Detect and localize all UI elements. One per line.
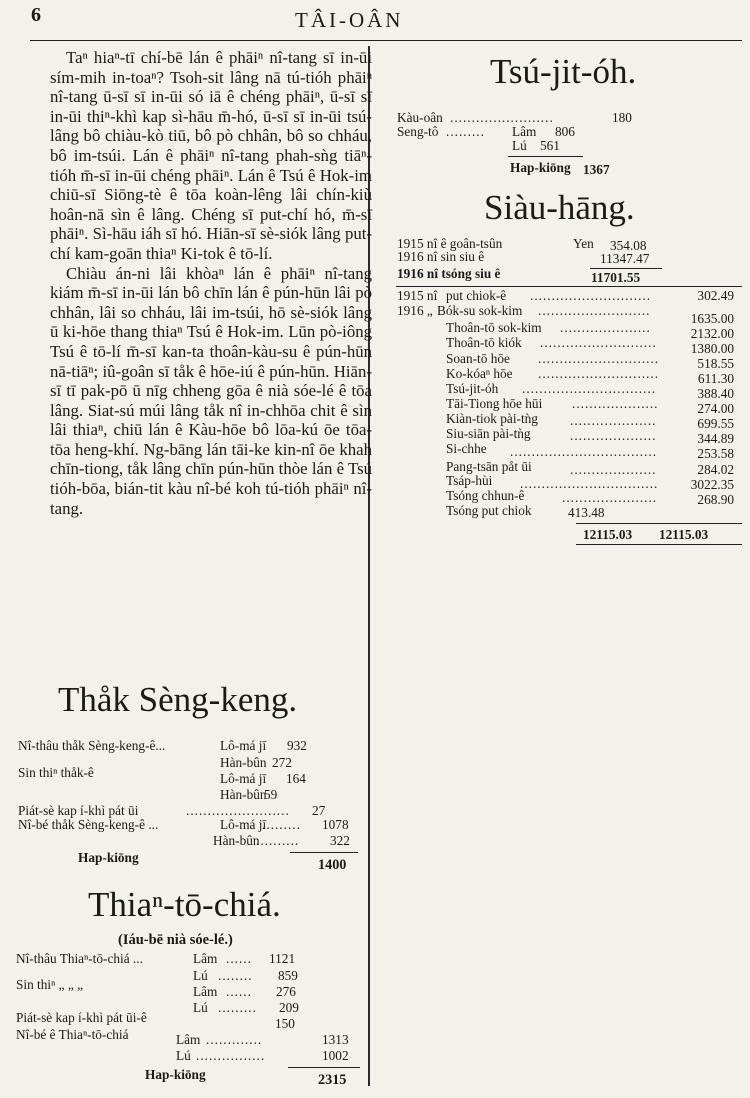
section-title-seng-keng: Thåk Sèng-keng. <box>58 680 298 719</box>
table-row-label: Nî-bé thåk Sèng-keng-ê ... <box>18 817 159 832</box>
table-row-value: 1313 <box>322 1032 349 1047</box>
table-row-sub: Hàn-bûn <box>220 787 267 802</box>
expense-value: 3022.35 <box>690 477 734 492</box>
expense-value: 344.89 <box>697 431 734 446</box>
total-value: 1367 <box>583 162 610 177</box>
running-title: TÂI-OÂN <box>295 8 404 32</box>
table-row-sub: Lô-má jī <box>220 817 267 832</box>
table-row-sub: Lâm <box>193 984 218 999</box>
expense-label: Tsóng chhun-ê <box>446 488 525 503</box>
table-row-value: 180 <box>612 110 632 125</box>
total-value: 2315 <box>318 1072 347 1088</box>
table-row-value: 59 <box>264 787 278 802</box>
leader-dots: ............. <box>206 1032 263 1047</box>
table-row-value: 209 <box>279 1000 299 1015</box>
expense-label: Si-chhe <box>446 441 487 456</box>
leader-dots: ...... <box>226 951 252 966</box>
expense-label: Ko-kóaⁿ hōe <box>446 366 513 381</box>
table-row-label: 1915 nî ê goân-tsûn <box>397 236 503 251</box>
leader-dots: ............................... <box>522 381 657 396</box>
total-label: Hap-kiōng <box>510 160 571 175</box>
header-rule <box>30 40 742 41</box>
table-row-label: Piát-sè kap í-khì pát ūi-ê <box>16 1010 147 1025</box>
table-row-value: 276 <box>276 984 296 999</box>
table-row-value: 561 <box>540 138 560 153</box>
table-row-value: 1002 <box>322 1048 349 1063</box>
expense-label: put chiok-ê <box>446 288 507 303</box>
table-row-label: 1916 nî sin siu ê <box>397 249 485 264</box>
leader-dots: .......... <box>256 833 300 848</box>
expense-label: Tsú-jit-óh <box>446 381 499 396</box>
table-row-sub: Lâm <box>193 951 218 966</box>
table-row-sub: Hàn-bûn <box>220 755 267 770</box>
expense-value: 1380.00 <box>690 341 734 356</box>
grand-total-right: 12115.03 <box>659 527 709 542</box>
leader-dots: .................... <box>572 396 659 411</box>
expense-value: 518.55 <box>697 356 734 371</box>
expense-year: 1916 „ <box>397 303 433 318</box>
receipts-label: 1916 nî tsóng siu ê <box>397 266 501 281</box>
expense-value: 253.58 <box>697 446 734 461</box>
table-row-label: Seng-tô <box>397 124 439 139</box>
table-row-value: 1078 <box>322 817 349 832</box>
expense-value: 284.02 <box>697 462 734 477</box>
table-row-label: Piát-sè kap í-khì pát ūi <box>18 803 139 818</box>
expense-year: 1915 nî <box>397 288 438 303</box>
table-row-sub: Lú <box>512 138 527 153</box>
leader-dots: ........................ <box>450 110 554 125</box>
expense-value: 611.30 <box>697 371 734 386</box>
expense-value: 1635.00 <box>690 311 734 326</box>
table-row-sub: Lú <box>176 1048 191 1063</box>
expense-label: Thoân-tō kiók <box>446 335 522 350</box>
leader-dots: ......... <box>262 817 301 832</box>
leader-dots: ..................... <box>560 320 651 335</box>
leader-dots: ......... <box>446 124 485 139</box>
leader-dots: ......... <box>218 1000 257 1015</box>
leader-dots: ............................ <box>538 366 660 381</box>
currency-label: Yen <box>573 236 594 251</box>
leader-dots: .................... <box>570 462 657 477</box>
table-row-sub: Lâm <box>512 124 537 139</box>
leader-dots: .................... <box>570 413 657 428</box>
subtotal-rule <box>590 268 662 269</box>
expense-label: Thoân-tō sok-kim <box>446 320 542 335</box>
total-label: Hap-kiōng <box>145 1067 206 1082</box>
expense-label: Pang-tsān påt ūi <box>446 459 532 474</box>
table-row-value: 27 <box>312 803 326 818</box>
table-row-value: 164 <box>286 771 306 786</box>
table-row-label: Nî-thâu thåk Sèng-keng-ê... <box>18 738 166 753</box>
expense-label: Tsáp-hùi <box>446 473 493 488</box>
table-row-value: 272 <box>272 755 292 770</box>
expense-label: Kiàn-tiok pài-tǹg <box>446 411 538 426</box>
expense-value: 388.40 <box>697 386 734 401</box>
leader-dots: .................................. <box>510 444 658 459</box>
leader-dots: ................................ <box>520 476 659 491</box>
table-row-label: Nî-thâu Thiaⁿ-tō-chiá ... <box>16 951 143 966</box>
leader-dots: ........ <box>218 968 253 983</box>
total-rule <box>288 1067 360 1068</box>
total-rule <box>290 852 358 853</box>
article-paragraph: Taⁿ hiaⁿ-tī chí-bē lán ê phāiⁿ nî-tang sī in-ūi sím-mih in-toaⁿ? Tsoh-sit lâng nā tú-tióh phāiⁿ nî-tang ū-sī sī in-ūi só iā ê chéng phāiⁿ, ū-sī sī in-ūi thiⁿ-khì kap sì-hāu m̄-hó, ū-sī sī in-ūi tsú-lâng bô chiàu-kò tiū, bô pò chhân, bô so chháu, bô im-tsúi. Lán ê phāiⁿ nî-tang phah-sǹg tiāⁿ-tióh m̄-sī in-ūi chéng phāiⁿ. Lán ê Tsú ê Hok-im chiū-sī Siōng-tè ê tōa koàn-lêng lâi chín-kiù hoân-nā sìn ê lâng. Chéng sī put-chí hó, m̄-sī phāiⁿ. Sì-hāu iáh sī hó. Hiān-sī sè-siók lâng put-chí kam-goān thiaⁿ Ki-tok ê tō-lí. <box>50 48 372 263</box>
leader-dots: .......................... <box>538 303 651 318</box>
table-row-value: 11347.47 <box>600 251 650 266</box>
article-paragraph: Chiàu án-ni lâi khòaⁿ lán ê phāiⁿ nî-tang kiám m̄-sī in-ūi lán bô chīn lán ê pún-hūn lâi pò chhân, lâi so chháu, lâi im-tsúi, hō sè-siók lâng ū ki-hōe thang thiaⁿ Tsú ê Hok-im. Lūn pò-iông Tsú ê tō-lí m̄-sī kan-ta thoân-kàu-su ê pún-hūn nā-tiāⁿ; iû-goân sī tåk ê hōe-iú ê pún-hūn. Hiān-sī tī pak-pō ū nīg chheng gōa ê nià sóe-lé ê tōa lâng. Siat-sú múi lâng tåk nî in-chhōa chit ê sìn lâi thiaⁿ, chiū lán ê Kàu-hōe bô lōa-kú ōe tōa-tōa heng-khí. Ng-bāng lán tāi-ke kin-nî ōe khah chīn-tiong, tåk lâng chīn pún-hūn thòe lán ê Tsú tióh-bōa, bián-tit kàu nî-bé koh tú-tióh phāiⁿ nî-tang. <box>50 263 372 518</box>
expense-label: Tāi-Tiong hōe hūi <box>446 396 543 411</box>
grand-total-rule <box>576 523 742 524</box>
deficit-label: Tsóng put chiok <box>446 503 532 518</box>
total-label: Hap-kiōng <box>78 850 139 865</box>
table-row-label: Sin thiⁿ „ „ „ <box>16 977 83 992</box>
deficit-value: 413.48 <box>568 505 605 520</box>
grand-total-left: 12115.03 <box>583 527 633 542</box>
table-row-value: 322 <box>330 833 350 848</box>
expense-value: 302.49 <box>697 288 734 303</box>
section-title-tsu-jit-oh: Tsú-jit-óh. <box>490 52 637 91</box>
table-row-label: Nî-bé ê Thiaⁿ-tō-chiá <box>16 1027 129 1042</box>
table-row-sub: Lú <box>193 968 208 983</box>
table-row-label: Sin thiⁿ thåk-ê <box>18 765 94 780</box>
table-row-label: Kàu-oân <box>397 110 443 125</box>
table-row-value: 150 <box>275 1016 295 1031</box>
table-row-sub: Lú <box>193 1000 208 1015</box>
leader-dots: ................ <box>196 1048 266 1063</box>
leader-dots: ........................... <box>540 335 657 350</box>
leader-dots: ............................ <box>530 288 652 303</box>
table-row-sub: Hàn-bûn <box>213 833 260 848</box>
expense-value: 2132.00 <box>690 326 734 341</box>
leader-dots: .................... <box>570 428 657 443</box>
table-row-value: 1121 <box>269 951 296 966</box>
expense-value: 268.90 <box>697 492 734 507</box>
expense-label: Soan-tō hōe <box>446 351 510 366</box>
expense-label: Siu-siān pài-tǹg <box>446 426 531 441</box>
table-row-sub: Lô-má jī <box>220 738 267 753</box>
table-row-sub: Lô-má jī <box>220 771 267 786</box>
receipts-total: 11701.55 <box>591 270 641 285</box>
table-row-value: 354.08 <box>610 238 647 253</box>
leader-dots: ...................... <box>562 490 658 505</box>
expense-value: 274.00 <box>697 401 734 416</box>
section-title-siau-hang: Siàu-hāng. <box>484 188 635 227</box>
grand-total-underline <box>576 544 742 545</box>
table-row-value: 932 <box>287 738 307 753</box>
page-number: 6 <box>31 4 41 26</box>
total-rule <box>508 156 583 157</box>
total-value: 1400 <box>318 857 347 873</box>
article-body <box>50 48 372 518</box>
section-rule <box>396 286 742 287</box>
leader-dots: ............................ <box>538 351 660 366</box>
table-row-value: 806 <box>555 124 575 139</box>
expense-value: 699.55 <box>697 416 734 431</box>
section-subtitle: (Iáu-bē nià sóe-lé.) <box>118 932 233 948</box>
section-title-to-chia: Thiaⁿ-tō-chiá. <box>88 885 281 924</box>
table-row-value: 859 <box>278 968 298 983</box>
leader-dots: ........................ <box>186 803 290 818</box>
table-row-sub: Lâm <box>176 1032 201 1047</box>
expense-label: Bók-su sok-kim <box>437 303 523 318</box>
leader-dots: ...... <box>226 984 252 999</box>
